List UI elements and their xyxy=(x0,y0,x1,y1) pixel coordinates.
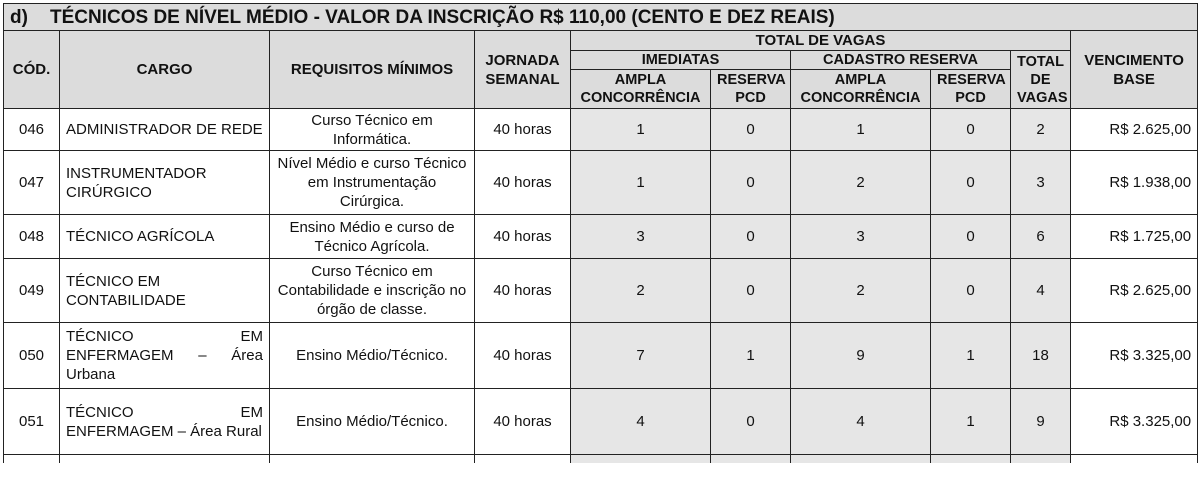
table-row xyxy=(4,215,1198,259)
cell-cad-pcd: 0 xyxy=(931,109,1011,151)
cell-cod: 051 xyxy=(4,389,60,455)
cell-empty xyxy=(4,455,60,464)
cell-cod: 049 xyxy=(4,259,60,323)
header-jornada: JORNADA SEMANAL xyxy=(475,31,571,109)
vacancies-table xyxy=(3,3,1198,463)
cell-vencimento: R$ 3.325,00 xyxy=(1071,389,1198,455)
cell-empty xyxy=(711,455,791,464)
table-row xyxy=(4,323,1198,389)
header-cadastro-reserva: CADASTRO RESERVA xyxy=(791,51,1011,70)
cell-cad-pcd: 0 xyxy=(931,259,1011,323)
cell-total: 4 xyxy=(1011,259,1071,323)
cell-cod: 047 xyxy=(4,151,60,215)
cell-vencimento: R$ 1.938,00 xyxy=(1071,151,1198,215)
cell-empty xyxy=(571,455,711,464)
header-cad-ampla: AMPLA CONCORRÊNCIA xyxy=(791,70,931,109)
cell-imed-ampla: 7 xyxy=(571,323,711,389)
cell-jornada: 40 horas xyxy=(475,151,571,215)
cell-total: 6 xyxy=(1011,215,1071,259)
cell-vencimento: R$ 2.625,00 xyxy=(1071,109,1198,151)
cell-jornada: 40 horas xyxy=(475,323,571,389)
table-row-cut xyxy=(4,455,1198,464)
header-imed-pcd: RESERVA PCD xyxy=(711,70,791,109)
table-row xyxy=(4,109,1198,151)
vacancies-table-container xyxy=(3,3,1197,463)
cell-imed-ampla: 1 xyxy=(571,109,711,151)
cell-cad-ampla: 9 xyxy=(791,323,931,389)
cell-cod: 046 xyxy=(4,109,60,151)
cell-imed-ampla: 4 xyxy=(571,389,711,455)
cell-empty xyxy=(791,455,931,464)
cell-empty xyxy=(475,455,571,464)
header-imediatas: IMEDIATAS xyxy=(571,51,791,70)
cell-empty xyxy=(270,455,475,464)
cell-jornada: 40 horas xyxy=(475,215,571,259)
cell-requisitos: Ensino Médio e curso de Técnico Agrícola. xyxy=(270,215,475,259)
header-cad-pcd: RESERVA PCD xyxy=(931,70,1011,109)
cell-cad-ampla: 2 xyxy=(791,259,931,323)
cell-cad-ampla: 2 xyxy=(791,151,931,215)
cell-cad-pcd: 1 xyxy=(931,389,1011,455)
cell-cargo: TÉCNICO EM ENFERMAGEM – Área Rural xyxy=(60,389,270,455)
cell-cargo: TÉCNICO EM ENFERMAGEM – Área Urbana xyxy=(60,323,270,389)
cell-empty xyxy=(60,455,270,464)
cell-imed-ampla: 2 xyxy=(571,259,711,323)
cell-cod: 048 xyxy=(4,215,60,259)
cell-total: 9 xyxy=(1011,389,1071,455)
cell-cad-pcd: 0 xyxy=(931,215,1011,259)
section-title xyxy=(4,4,1198,31)
cell-jornada: 40 horas xyxy=(475,259,571,323)
header-total-vagas-group: TOTAL DE VAGAS xyxy=(571,31,1071,51)
cell-imed-ampla: 1 xyxy=(571,151,711,215)
cell-requisitos: Curso Técnico em Informática. xyxy=(270,109,475,151)
section-title-text: TÉCNICOS DE NÍVEL MÉDIO - VALOR DA INSCRIÇÃO R$ 110,00 (CENTO E DEZ REAIS) xyxy=(50,6,835,28)
cell-cad-pcd: 0 xyxy=(931,151,1011,215)
cell-vencimento: R$ 1.725,00 xyxy=(1071,215,1198,259)
cell-total: 18 xyxy=(1011,323,1071,389)
cell-vencimento: R$ 3.325,00 xyxy=(1071,323,1198,389)
cell-imed-pcd: 0 xyxy=(711,259,791,323)
cell-total: 3 xyxy=(1011,151,1071,215)
cell-empty xyxy=(1071,455,1198,464)
cell-empty xyxy=(931,455,1011,464)
cell-total: 2 xyxy=(1011,109,1071,151)
cell-cad-ampla: 1 xyxy=(791,109,931,151)
cell-jornada: 40 horas xyxy=(475,389,571,455)
cell-cargo: TÉCNICO EM CONTABILIDADE xyxy=(60,259,270,323)
cell-cod: 050 xyxy=(4,323,60,389)
cell-imed-ampla: 3 xyxy=(571,215,711,259)
cell-cad-ampla: 4 xyxy=(791,389,931,455)
header-vencimento: VENCIMENTO BASE xyxy=(1071,31,1198,109)
table-row xyxy=(4,389,1198,455)
cell-imed-pcd: 0 xyxy=(711,215,791,259)
header-total-de-vagas: TOTAL DE VAGAS xyxy=(1011,51,1071,109)
cell-vencimento: R$ 2.625,00 xyxy=(1071,259,1198,323)
cell-cad-ampla: 3 xyxy=(791,215,931,259)
cell-imed-pcd: 0 xyxy=(711,151,791,215)
cell-imed-pcd: 1 xyxy=(711,323,791,389)
cell-cargo: INSTRUMENTADOR CIRÚRGICO xyxy=(60,151,270,215)
header-requisitos: REQUISITOS MÍNIMOS xyxy=(270,31,475,109)
cell-imed-pcd: 0 xyxy=(711,389,791,455)
header-cod: CÓD. xyxy=(4,31,60,109)
table-row xyxy=(4,151,1198,215)
cell-imed-pcd: 0 xyxy=(711,109,791,151)
header-cargo: CARGO xyxy=(60,31,270,109)
cell-requisitos: Nível Médio e curso Técnico em Instrumentação Cirúrgica. xyxy=(270,151,475,215)
section-letter: d) xyxy=(10,6,28,28)
table-row xyxy=(4,259,1198,323)
cell-cargo: TÉCNICO AGRÍCOLA xyxy=(60,215,270,259)
cell-requisitos: Curso Técnico em Contabilidade e inscrição no órgão de classe. xyxy=(270,259,475,323)
cell-empty xyxy=(1011,455,1071,464)
cell-requisitos: Ensino Médio/Técnico. xyxy=(270,323,475,389)
cell-jornada: 40 horas xyxy=(475,109,571,151)
cell-requisitos: Ensino Médio/Técnico. xyxy=(270,389,475,455)
header-imed-ampla: AMPLA CONCORRÊNCIA xyxy=(571,70,711,109)
cell-cad-pcd: 1 xyxy=(931,323,1011,389)
cell-cargo: ADMINISTRADOR DE REDE xyxy=(60,109,270,151)
